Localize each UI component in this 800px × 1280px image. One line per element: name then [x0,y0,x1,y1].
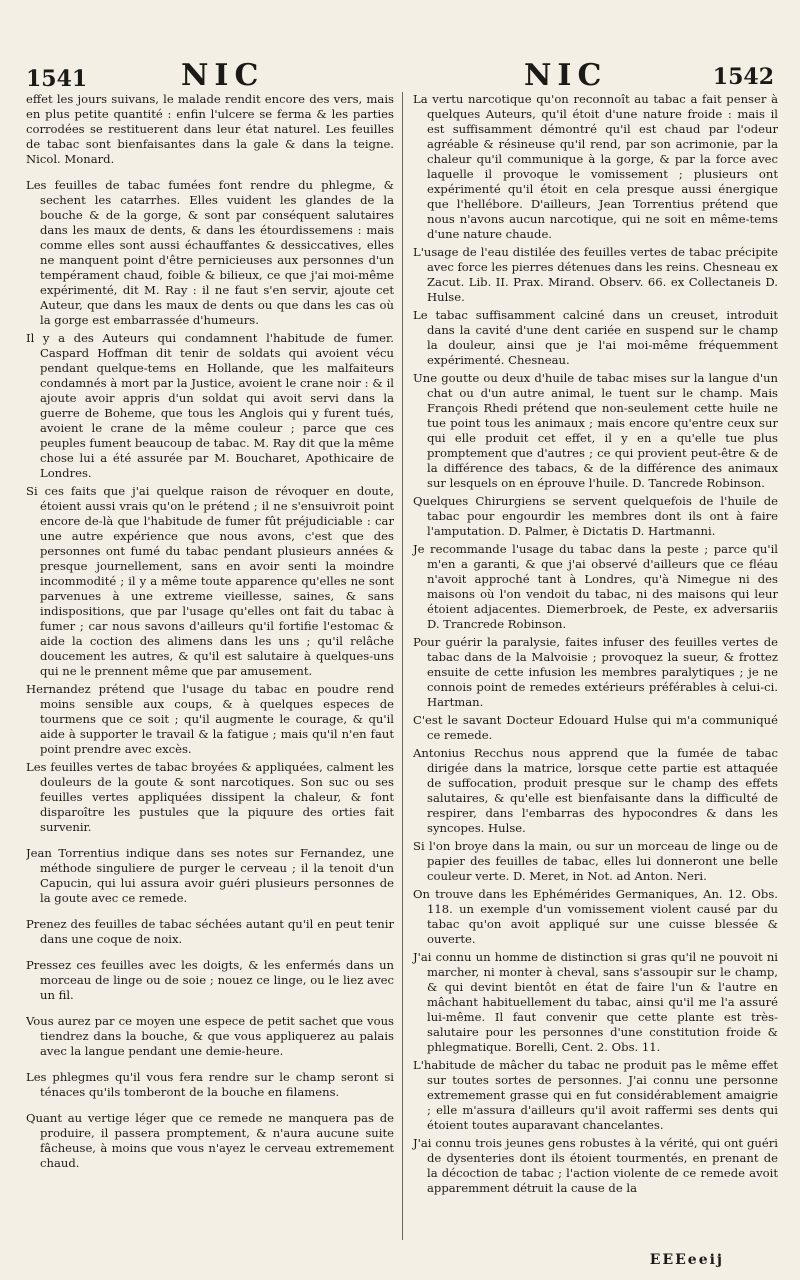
paragraph: On trouve dans les Ephémérides Germaniques, An. 12. Obs. 118. un exemple d'un vomissement violent causé par du tabac qu'on avoit appliqué sur une cuisse blessée & ouverte. [413,887,778,946]
paragraph: effet les jours suivans, le malade rendit encore des vers, mais en plus petite quantité : enfin l'ulcere se ferma & les parties corrodées se restituerent dans leur état naturel. Les feuilles de tabac sont bienfaisantes dans la gale & dans la teigne. Nicol. Monard. [26,92,394,166]
page-header [26,56,774,96]
paragraph: L'usage de l'eau distilée des feuilles vertes de tabac précipite avec force les pierres détenues dans les reins. Chesneau ex Zacut. Lib. II. Prax. Mirand. Observ. 66. ex Collectaneis D. Hulse. [413,245,778,304]
right-page-number: 1542 [712,64,774,90]
paragraph: Le tabac suffisamment calciné dans un creuset, introduit dans la cavité d'une dent cariée en suspend sur le champ la douleur, ainsi que je l'ai moi-même fréquemment expérimenté. Chesneau. [413,308,778,367]
paragraph: Une goutte ou deux d'huile de tabac mises sur la langue d'un chat ou d'un autre animal, le tuent sur le champ. Mais François Rhedi prétend que non-seulement cette huile ne tue point tous les animaux ; mais encore qu'entre ceux sur qui elle produit cet effet, il y en a qu'elle tue plus promptement que d'autres ; ce qui provient peut-être & de la différence des tabacs, & de la différence des animaux sur lesquels on en éprouve l'huile. D. Tancrede Robinson. [413,371,778,490]
paragraph: Prenez des feuilles de tabac séchées autant qu'il en peut tenir dans une coque de noix. [26,917,394,946]
text-columns [26,92,778,1240]
paragraph: L'habitude de mâcher du tabac ne produit pas le même effet sur toutes sortes de personnes. J'ai connu une personne extremement grasse qui en fut considérablement amaigrie ; elle m'assura d'ailleurs qu'il avoit raffermi ses dents qui étoient toutes auparavant chancelantes. [413,1058,778,1132]
paragraph: Quelques Chirurgiens se servent quelquefois de l'huile de tabac pour engourdir les membres dont ils ont à faire l'amputation. D. Palmer, è Dictatis D. Hartmanni. [413,494,778,538]
paragraph: Si ces faits que j'ai quelque raison de révoquer en doute, étoient aussi vrais qu'on le prétend ; il ne s'ensuivroit point encore de-là que l'habitude de fumer fût préjudiciable : car une autre expérience que nous avons, c'est que des personnes ont fumé du tabac pendant plusieurs années & presque journellement, sans en avoir senti la moindre incommodité ; il y a même toute apparence qu'elles ne sont parvenues à une extreme vieillesse, saines, & sans indispositions, que par l'usage qu'elles ont fait du tabac à fumer ; car nous savons d'ailleurs qu'il fortifie l'estomac & aide la coction des alimens dans les uns ; qu'il relâche doucement les autres, & qu'il est salutaire à quelques-uns qui ne le prennent même que par amusement. [26,484,394,678]
left-running-head: NIC [181,58,265,93]
paragraph: J'ai connu trois jeunes gens robustes à la vérité, qui ont guéri de dysenteries dont ils étoient tourmentés, en prenant de la décoction de tabac ; l'action violente de ce remede avoit apparemment détruit la cause de la [413,1136,778,1195]
right-running-head: NIC [524,58,608,93]
right-column [402,92,778,1240]
paragraph: La vertu narcotique qu'on reconnoît au tabac a fait penser à quelques Auteurs, qu'il étoit d'une nature froide : mais il est suffisamment démontré qu'il est chaud par l'odeur agréable & résineuse qu'il rend, par son acrimonie, par la chaleur qu'il communique à la gorge, & par la force avec laquelle il provoque le vomissement ; plusieurs ont expérimenté qu'il étoit en cela presque aussi énergique que l'hellébore. D'ailleurs, Jean Torrentius prétend que nous n'avons aucun narcotique, qui ne soit en même-tems d'une nature chaude. [413,92,778,241]
paragraph: Les feuilles vertes de tabac broyées & appliquées, calment les douleurs de la goute & sont narcotiques. Son suc ou ses feuilles vertes appliquées dissipent la chaleur, & font disparoître les pustules que la piquure des orties fait survenir. [26,760,394,834]
paragraph: Il y a des Auteurs qui condamnent l'habitude de fumer. Caspard Hoffman dit tenir de soldats qui avoient vécu pendant quelque-tems en Hollande, que les malfaiteurs condamnés à mort par la Justice, avoient le crane noir : & il ajoute avoir appris d'un soldat qui avoit servi dans la guerre de Boheme, que tous les Anglois qui y furent tués, avoient le crane de la même couleur ; parce que ces peuples fument beaucoup de tabac. M. Ray dit que la même chose lui a été assurée par M. Boucharet, Apothicaire de Londres. [26,331,394,480]
left-page-number: 1541 [26,66,88,92]
paragraph: J'ai connu un homme de distinction si gras qu'il ne pouvoit ni marcher, ni monter à cheval, sans s'assoupir sur le champ, & qui devint bientôt en état de faire l'un & l'autre en mâchant habituellement du tabac, ainsi qu'il me l'a assuré lui-même. Il faut convenir que cette plante est très-salutaire pour les personnes d'une constitution froide & phlegmatique. Borelli, Cent. 2. Obs. 11. [413,950,778,1054]
paragraph: Pour guérir la paralysie, faites infuser des feuilles vertes de tabac dans de la Malvoisie ; provoquez la sueur, & frottez ensuite de cette infusion les membres paralytiques ; je ne connois point de remedes extérieurs préférables à celui-ci. Hartman. [413,635,778,709]
paragraph: Pressez ces feuilles avec les doigts, & les enfermés dans un morceau de linge ou de soie ; nouez ce linge, ou le liez avec un fil. [26,958,394,1002]
paragraph: Antonius Recchus nous apprend que la fumée de tabac dirigée dans la matrice, lorsque cette partie est attaquée de suffocation, produit presque sur le champ des effets salutaires, & qu'elle est bienfaisante dans la difficulté de respirer, dans l'embarras des hypocondres & dans les syncopes. Hulse. [413,746,778,835]
paragraph: Vous aurez par ce moyen une espece de petit sachet que vous tiendrez dans la bouche, & que vous appliquerez au palais avec la langue pendant une demie-heure. [26,1014,394,1058]
signature-mark: EEEeeij [649,1252,724,1268]
paragraph: Hernandez prétend que l'usage du tabac en poudre rend moins sensible aux coups, & à quelques especes de tourmens que ce soit ; qu'il augmente le courage, & qu'il aide à supporter le travail & la fatigue ; mais qu'il n'en faut point prendre avec excès. [26,682,394,756]
paragraph: Je recommande l'usage du tabac dans la peste ; parce qu'il m'en a garanti, & que j'ai observé d'ailleurs que ce fléau n'avoit approché tant à Londres, qu'à Nimegue ni des maisons où l'on vendoit du tabac, ni des maisons qui leur étoient adjacentes. Diemerbroek, de Peste, ex adversariis D. Trancrede Robinson. [413,542,778,631]
paragraph: C'est le savant Docteur Edouard Hulse qui m'a communiqué ce remede. [413,713,778,742]
paragraph: Jean Torrentius indique dans ses notes sur Fernandez, une méthode singuliere de purger le cerveau ; il la tenoit d'un Capucin, qui lui assura avoir guéri plusieurs personnes de la goute avec ce remede. [26,846,394,905]
paragraph: Les phlegmes qu'il vous fera rendre sur le champ seront si ténaces qu'ils tomberont de la bouche en filamens. [26,1070,394,1099]
left-column [26,92,402,1240]
paragraph: Quant au vertige léger que ce remede ne manquera pas de produire, il passera promptement, & n'aura aucune suite fâcheuse, à moins que vous n'ayez le cerveau extremement chaud. [26,1111,394,1170]
paragraph: Si l'on broye dans la main, ou sur un morceau de linge ou de papier des feuilles de tabac, elles lui donneront une belle couleur verte. D. Meret, in Not. ad Anton. Neri. [413,839,778,883]
paragraph: Les feuilles de tabac fumées font rendre du phlegme, & sechent les catarrhes. Elles vuident les glandes de la bouche & de la gorge, & sont par conséquent salutaires dans les maux de dents, & dans les étourdissemens : mais comme elles sont aussi échauffantes & dessiccatives, elles ne manquent point d'être pernicieuses aux personnes d'un tempérament chaud, foible & bilieux, ce que j'ai moi-même expérimenté, dit M. Ray : il ne faut s'en servir, ajoute cet Auteur, que dans les maux de dents ou que dans les cas où la gorge est embarrassée d'humeurs. [26,178,394,327]
